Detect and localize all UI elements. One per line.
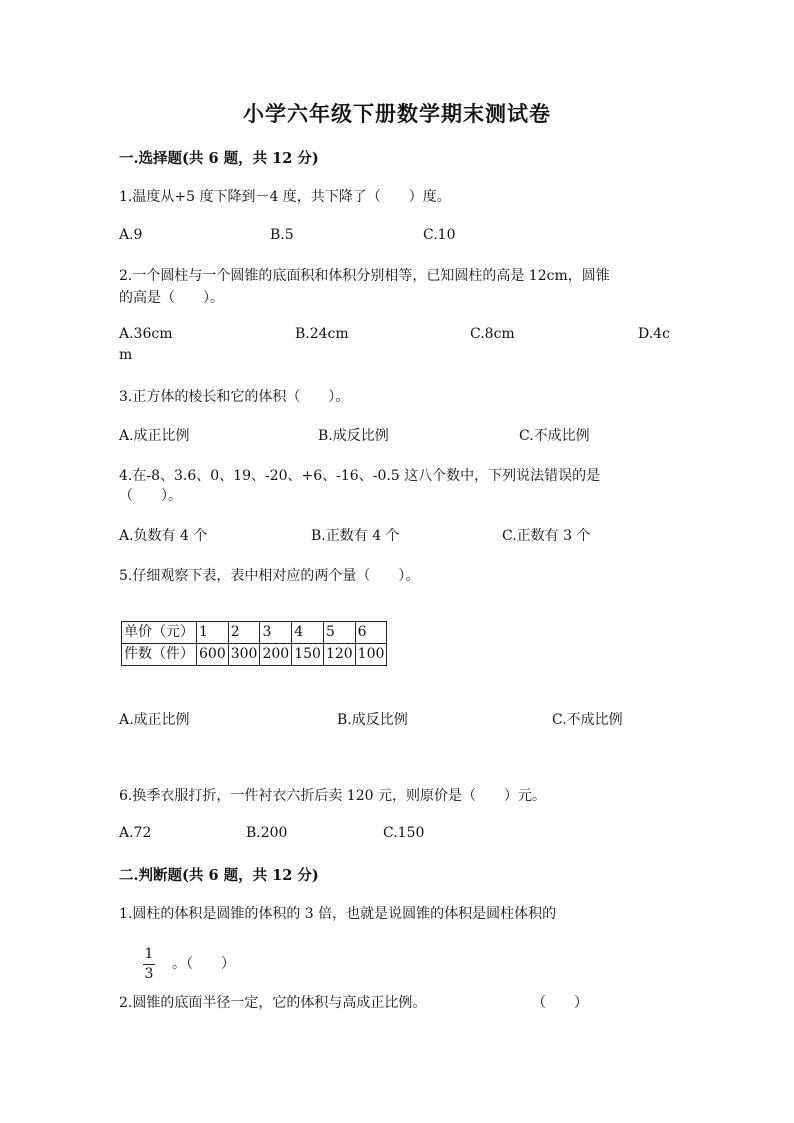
section-2-heading: 二.判断题(共 6 题，共 12 分) bbox=[119, 867, 319, 884]
question-1-stem: 1.温度从+5 度下降到－4 度，共下降了（ ）度。 bbox=[119, 189, 451, 205]
table-cell: 6 bbox=[355, 622, 387, 644]
page-title: 小学六年级下册数学期末测试卷 bbox=[243, 101, 551, 126]
q3-option-b: B.成反比例 bbox=[318, 428, 389, 444]
q1-option-b: B.5 bbox=[270, 227, 294, 243]
q1-option-a: A.9 bbox=[119, 227, 143, 243]
question-6-stem: 6.换季衣服打折，一件衬衣六折后卖 120 元，则原价是（ ）元。 bbox=[119, 788, 546, 804]
table-cell: 3 bbox=[260, 622, 292, 644]
q2-option-a: A.36cm bbox=[119, 326, 173, 342]
q5-option-b: B.成反比例 bbox=[337, 712, 408, 728]
q3-option-a: A.成正比例 bbox=[119, 428, 190, 444]
fraction-denominator: 3 bbox=[144, 966, 154, 982]
table-row bbox=[122, 644, 387, 666]
q3-option-c: C.不成比例 bbox=[519, 428, 590, 444]
table-cell: 600 bbox=[197, 644, 229, 666]
section-1-heading: 一.选择题(共 6 题，共 12 分) bbox=[119, 150, 319, 167]
q5-option-a: A.成正比例 bbox=[119, 712, 190, 728]
q5-option-c: C.不成比例 bbox=[552, 712, 623, 728]
question-4-stem-line2: （ ）。 bbox=[119, 488, 182, 504]
question-4-stem-line1: 4.在-8、3.6、0、19、-20、+6、-16、-0.5 这八个数中，下列说法错误的是 bbox=[119, 468, 601, 484]
table-cell: 200 bbox=[260, 644, 292, 666]
judge-1-stem: 1.圆柱的体积是圆锥的体积的 3 倍，也就是说圆锥的体积是圆柱体积的 bbox=[119, 906, 557, 922]
q1-option-c: C.10 bbox=[423, 227, 456, 243]
fraction-bar bbox=[143, 964, 155, 965]
judge-1-answer-paren: 。（ ） bbox=[172, 956, 235, 972]
q6-option-c: C.150 bbox=[383, 825, 425, 841]
table-row bbox=[122, 622, 387, 644]
table-cell: 2 bbox=[228, 622, 260, 644]
q2-option-b: B.24cm bbox=[295, 326, 349, 342]
judge-2-stem: 2.圆锥的底面半径一定，它的体积与高成正比例。 bbox=[119, 995, 427, 1011]
q2-option-d: D.4c bbox=[638, 326, 670, 342]
question-5-stem: 5.仔细观察下表，表中相对应的两个量（ ）。 bbox=[119, 568, 420, 584]
fraction-one-third bbox=[143, 946, 155, 983]
table-row-label: 单价（元） bbox=[122, 622, 197, 644]
q4-option-c: C.正数有 3 个 bbox=[502, 528, 591, 544]
fraction-numerator: 1 bbox=[144, 946, 154, 962]
table-cell: 1 bbox=[197, 622, 229, 644]
table-row-label: 件数（件） bbox=[122, 644, 197, 666]
table-cell: 300 bbox=[228, 644, 260, 666]
table-cell: 5 bbox=[323, 622, 355, 644]
question-2-stem-line1: 2.一个圆柱与一个圆锥的底面积和体积分别相等，已知圆柱的高是 12cm，圆锥 bbox=[119, 268, 610, 284]
q4-option-a: A.负数有 4 个 bbox=[119, 528, 208, 544]
q2-option-d-wrap: m bbox=[119, 347, 133, 363]
q4-option-b: B.正数有 4 个 bbox=[311, 528, 400, 544]
q2-option-c: C.8cm bbox=[470, 326, 515, 342]
table-cell: 120 bbox=[323, 644, 355, 666]
question-2-stem-line2: 的高是（ ）。 bbox=[119, 290, 224, 306]
table-cell: 4 bbox=[292, 622, 324, 644]
judge-2-answer-paren: （ ） bbox=[532, 995, 588, 1011]
q6-option-a: A.72 bbox=[119, 825, 152, 841]
table-cell: 100 bbox=[355, 644, 387, 666]
q5-data-table bbox=[121, 621, 387, 666]
q6-option-b: B.200 bbox=[246, 825, 288, 841]
table-cell: 150 bbox=[292, 644, 324, 666]
question-3-stem: 3.正方体的棱长和它的体积（ ）。 bbox=[119, 389, 350, 405]
